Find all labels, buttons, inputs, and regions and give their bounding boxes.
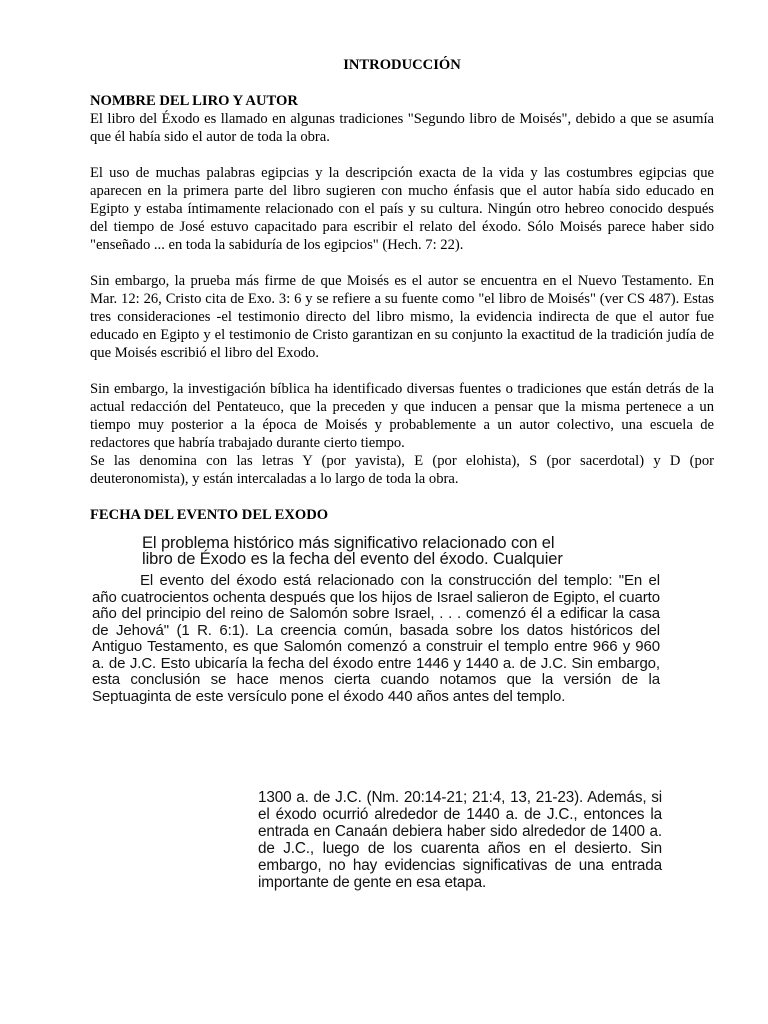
paragraph-2: El uso de muchas palabras egipcias y la descripción exacta de la vida y las costumbres egipcias que aparecen en la primera parte del libro sugieren con mucho énfasis que el autor había sido educado en Egipto y estaba íntimamente relacionado con el país y su cultura. Ningún otro hebreo conocido después del tiempo de José estuvo capacitado para escribir el relato del éxodo. Sólo Moisés parece haber sido "enseñado ... en toda la sabiduría de los egipcios" (Hech. 7: 22). <box>90 165 714 253</box>
scan1-line-1: El problema histórico más significativo relacionado con el <box>142 534 555 552</box>
scanned-text-image-1 <box>92 535 660 735</box>
paragraph-5: Se las denomina con las letras Y (por yavista), E (por elohista), S (por sacerdotal) y D (por deuteronomista), y están intercaladas a lo largo de toda la obra. <box>90 453 714 487</box>
scan1-line-2: libro de Éxodo es la fecha del evento del éxodo. Cualquier <box>142 550 563 568</box>
paragraph-4: Sin embargo, la investigación bíblica ha identificado diversas fuentes o tradiciones que están detrás de la actual redacción del Pentateuco, que la preceden y que inducen a pensar que la misma pertenece a un tiempo muy posterior a la época de Moisés y probablemente a un autor colectivo, una escuela de redactores que habría trabajado durante cierto tiempo. <box>90 381 714 451</box>
scanned-text-image-2 <box>258 783 662 891</box>
section-heading-exodus-date: FECHA DEL EVENTO DEL EXODO <box>90 507 329 523</box>
paragraph-1: El libro del Éxodo es llamado en algunas tradiciones "Segundo libro de Moisés", debido a que se asumía que él había sido el autor de toda la obra. <box>90 111 714 145</box>
paragraph-3: Sin embargo, la prueba más firme de que Moisés es el autor se encuentra en el Nuevo Testamento. En Mar. 12: 26, Cristo cita de Exo. 3: 6 y se refiere a su fuente como "el libro de Moisés" (ver CS 487). Estas tres consideraciones -el testimonio directo del libro mismo, la evidencia indirecta de que el autor fue educado en Egipto y el testimonio de Cristo garantizan en su conjunto la exactitud de la tradición judía de que Moisés escribió el libro del Exodo. <box>90 273 714 361</box>
document-title: INTRODUCCIÓN <box>343 57 461 73</box>
section-heading-name-author: NOMBRE DEL LIRO Y AUTOR <box>90 93 298 109</box>
scan1-body: El evento del éxodo está relacionado con la construcción del templo: "En el año cuatrocientos ochenta después que los hijos de Israel salieron de Egipto, el cuarto año del principio del reino de Salomón sobre Israel, . . . comenzó él a edificar la casa de Jehová" (1 R. 6:1). La creencia común, basada sobre los datos históricos del Antiguo Testamento, es que Salomón comenzó a construir el templo entre 966 y 960 a. de J.C. Esto ubicaría la fecha del éxodo entre 1446 y 1440 a. de J.C. Sin embargo, esta conclusión se hace menos cierta cuando notamos que la versión de la Septuaginta de este versículo pone el éxodo 440 años antes del templo. <box>92 572 660 705</box>
scan2-body: 1300 a. de J.C. (Nm. 20:14-21; 21:4, 13, 21-23). Además, si el éxodo ocurrió alrededor de 1440 a. de J.C., entonces la entrada en Canaán debiera haber sido alrededor de 1400 a. de J.C., luego de los cuarenta años en el desierto. Sin embargo, no hay evidencias significativas de una entrada importante de gente en esa etapa. <box>258 789 662 891</box>
document-page <box>90 56 714 524</box>
